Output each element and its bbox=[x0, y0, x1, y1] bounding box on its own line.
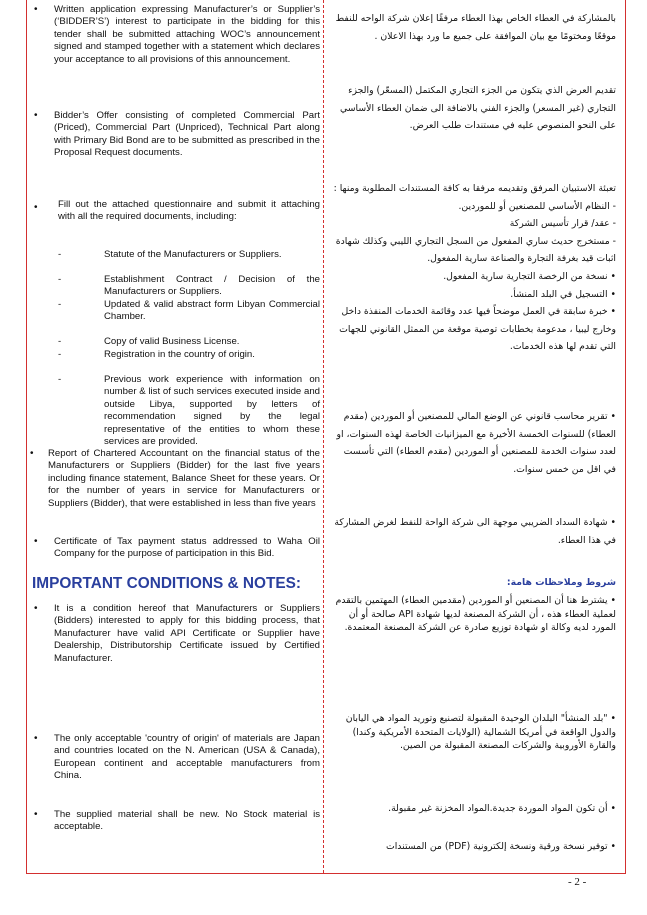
bullet-icon: • bbox=[34, 4, 38, 15]
ar-item-offer: تقديم العرض الذي يتكون من الجزء التجاري المكتمل (المسعّر) والجزء التجاري (غير المسعر) والجزء الفني بالاضافة الى ضمان العطاء الأساسي على النحو المنصوص عليه في مستندات طلب العرض. bbox=[340, 85, 616, 132]
bullet-icon: • bbox=[34, 603, 38, 614]
ar-item-questionnaire-text: تعبئة الاستبيان المرفق وتقديمه مرفقا به كافة المستندات المطلوبة ومنها : bbox=[333, 183, 616, 194]
bullet-icon: • bbox=[34, 202, 38, 213]
ar-cond-pdf: • توفير نسخة ورقية ونسخة إلكترونية (PDF) من المستندات bbox=[385, 841, 616, 852]
en-item-application bbox=[32, 4, 320, 66]
bullet-icon: • bbox=[34, 733, 38, 744]
en-cond-api-text: It is a condition hereof that Manufacturers or Suppliers (Bidders) interested to apply for this bidding process, that Manufacturer have valid API Certificate or Supplier have Dealership, Distributorship Certificate issued by Certified Manufacturer. bbox=[54, 603, 320, 664]
en-sub-establishment: - Establishment Contract / Decision of the Manufacturers or Suppliers. bbox=[58, 274, 320, 298]
en-sub-statute-text: Statute of the Manufacturers or Suppliers. bbox=[104, 249, 282, 260]
en-cond-new-text: The supplied material shall be new. No Stock material is acceptable. bbox=[54, 809, 320, 833]
en-cond-new bbox=[32, 809, 320, 834]
ar-sub-statute: - النظام الأساسي للمصنعين أو للموردين. bbox=[458, 200, 616, 212]
column-divider bbox=[323, 0, 324, 873]
en-sub-experience: - Previous work experience with information on number & list of such services executed inside and outside Libya, supported by letters of recommendation signed by the legal representative of the entities to whom these services are provided. bbox=[58, 374, 320, 448]
ar-sub-abstract: - مستخرج حديث ساري المفعول من السجل التجاري الليبي وكذلك شهادة اثبات قيد بغرفة التجارة والصناعة سارية المفعول. bbox=[335, 235, 616, 265]
en-item-tax bbox=[32, 536, 320, 561]
ar-item-questionnaire bbox=[330, 180, 616, 356]
en-heading: IMPORTANT CONDITIONS & NOTES: bbox=[32, 575, 302, 592]
ar-item-tax: • شهادة السداد الضريبي موجهة الى شركة الواحة للنفط لغرض المشاركة في هذا العطاء. bbox=[334, 517, 616, 546]
ar-sub-experience: • خبرة سابقة في العمل موضحاً فيها عدد وقائمة الخدمات المنفذة داخل وخارج ليبيا ، مدعومة بخطابات توصية موقعة من الممثل القانوني للجهات التي تقدم لها هذه الخدمات. bbox=[339, 306, 616, 353]
en-sub-abstract-text: Updated & valid abstract form Libyan Commercial Chamber. bbox=[104, 299, 320, 323]
en-sub-statute: - Statute of the Manufacturers or Suppliers. bbox=[32, 249, 320, 261]
en-item-accountant-text: Report of Chartered Accountant on the financial status of the Manufacturers or Suppliers (Bidder) for the last five years including finance statement, Balance Sheet for these years. Or for the number of years in service for Manufacturers or Suppliers (Bidder), that were established in less than five years bbox=[48, 448, 320, 509]
en-item-questionnaire-text: Fill out the attached questionnaire and submit it attaching with all the required documents, including: bbox=[58, 199, 320, 223]
en-sub-license: - Copy of valid Business License. bbox=[32, 336, 320, 348]
ar-sub-registration: • التسجيل في البلد المنشأ. bbox=[510, 288, 616, 300]
en-sub-registration-text: Registration in the country of origin. bbox=[104, 349, 255, 360]
bullet-icon: • bbox=[34, 536, 38, 547]
en-item-application-text: Written application expressing Manufacturer’s or Supplier’s (‘BIDDER’S’) interest to participate in the bidding for this tender shall be submitted attaching WOC’s announcement signed and stamped together with a statement which declares your acceptance to all provisions of this announcement. bbox=[54, 4, 320, 65]
bullet-icon: • bbox=[34, 110, 38, 121]
en-item-offer-text: Bidder’s Offer consisting of completed Commercial Part (Priced), Commercial Part (Unpriced), Technical Part along with Primary Bid Bond are to be submitted as prescribed in the Proposal Request documents. bbox=[54, 110, 320, 159]
page-number: - 2 - bbox=[568, 876, 587, 888]
ar-sub-license: • نسخة من الرخصة التجارية سارية المفعول. bbox=[443, 270, 616, 282]
ar-heading: شروط وملاحظات هامة: bbox=[506, 577, 616, 588]
ar-cond-new: • أن تكون المواد الموردة جديدة.المواد المخزنة غير مقبولة. bbox=[388, 803, 616, 814]
en-sub-establishment-text: Establishment Contract / Decision of the Manufacturers or Suppliers. bbox=[104, 274, 320, 298]
en-item-offer bbox=[32, 110, 320, 160]
en-item-accountant bbox=[32, 448, 320, 510]
ar-sub-establishment: - عقد/ قرار تأسيس الشركة bbox=[509, 218, 616, 230]
ar-item-accountant: • تقرير محاسب قانوني عن الوضع المالي للمصنعين أو الموردين (مقدم العطاء) للسنوات الخمسة الأخيرة مع الميزانيات الخاصة لهذه السنوات، او لعدد سنوات الخدمة للمصنعين أو الموردين (مقدم العطاء) التي تأسست في اقل من خمس سنوات. bbox=[336, 411, 616, 475]
en-cond-origin bbox=[32, 733, 320, 783]
ar-cond-origin: • "بلد المنشأ" البلدان الوحيدة المقبولة لتصنيع وتوريد المواد هي اليابان والدول الواقعة في أمريكا الشمالية (الولايات المتحدة الأمريكية وكندا) والقارة الأوروبية والشركات المصنعة المقبولة من الصين. bbox=[345, 713, 616, 752]
en-sub-registration: - Registration in the country of origin. bbox=[32, 349, 320, 361]
en-sub-abstract: - Updated & valid abstract form Libyan Commercial Chamber. bbox=[58, 299, 320, 323]
en-sub-experience-text: Previous work experience with information on number & list of such services executed inside and outside Libya, supported by letters of recommendation signed by the legal representative of the entities to whom these services are provided. bbox=[104, 374, 320, 448]
en-item-questionnaire bbox=[32, 199, 320, 224]
en-cond-api bbox=[32, 603, 320, 665]
en-item-tax-text: Certificate of Tax payment status addressed to Waha Oil Company for the purpose of participation in this Bid. bbox=[54, 536, 320, 560]
ar-item-application: بالمشاركة في العطاء الخاص بهذا العطاء مرفقًا إعلان شركة الواحه للنفط موقعًا ومختومًا مع بيان الموافقة على جميع ما ورد بهذا الاعلان . bbox=[335, 13, 616, 42]
ar-cond-api: • يشترط هنا أن المصنعين أو الموردين (مقدمين العطاء) المهتمين بالتقدم لعملية العطاء هذه ، أن الشركة المصنعة لديها شهادة API صالحة أو أن المورد لديه وكالة او شهادة توزيع صادرة عن الشركة المصنعة المعتمدة. bbox=[335, 595, 616, 634]
en-sub-license-text: Copy of valid Business License. bbox=[104, 336, 240, 347]
bullet-icon: • bbox=[30, 448, 34, 459]
en-cond-origin-text: The only acceptable 'country of origin' of materials are Japan and countries located on the N. American (USA & Canada), European continent and acceptable manufacturers from China. bbox=[54, 733, 320, 782]
bullet-icon: • bbox=[34, 809, 38, 820]
